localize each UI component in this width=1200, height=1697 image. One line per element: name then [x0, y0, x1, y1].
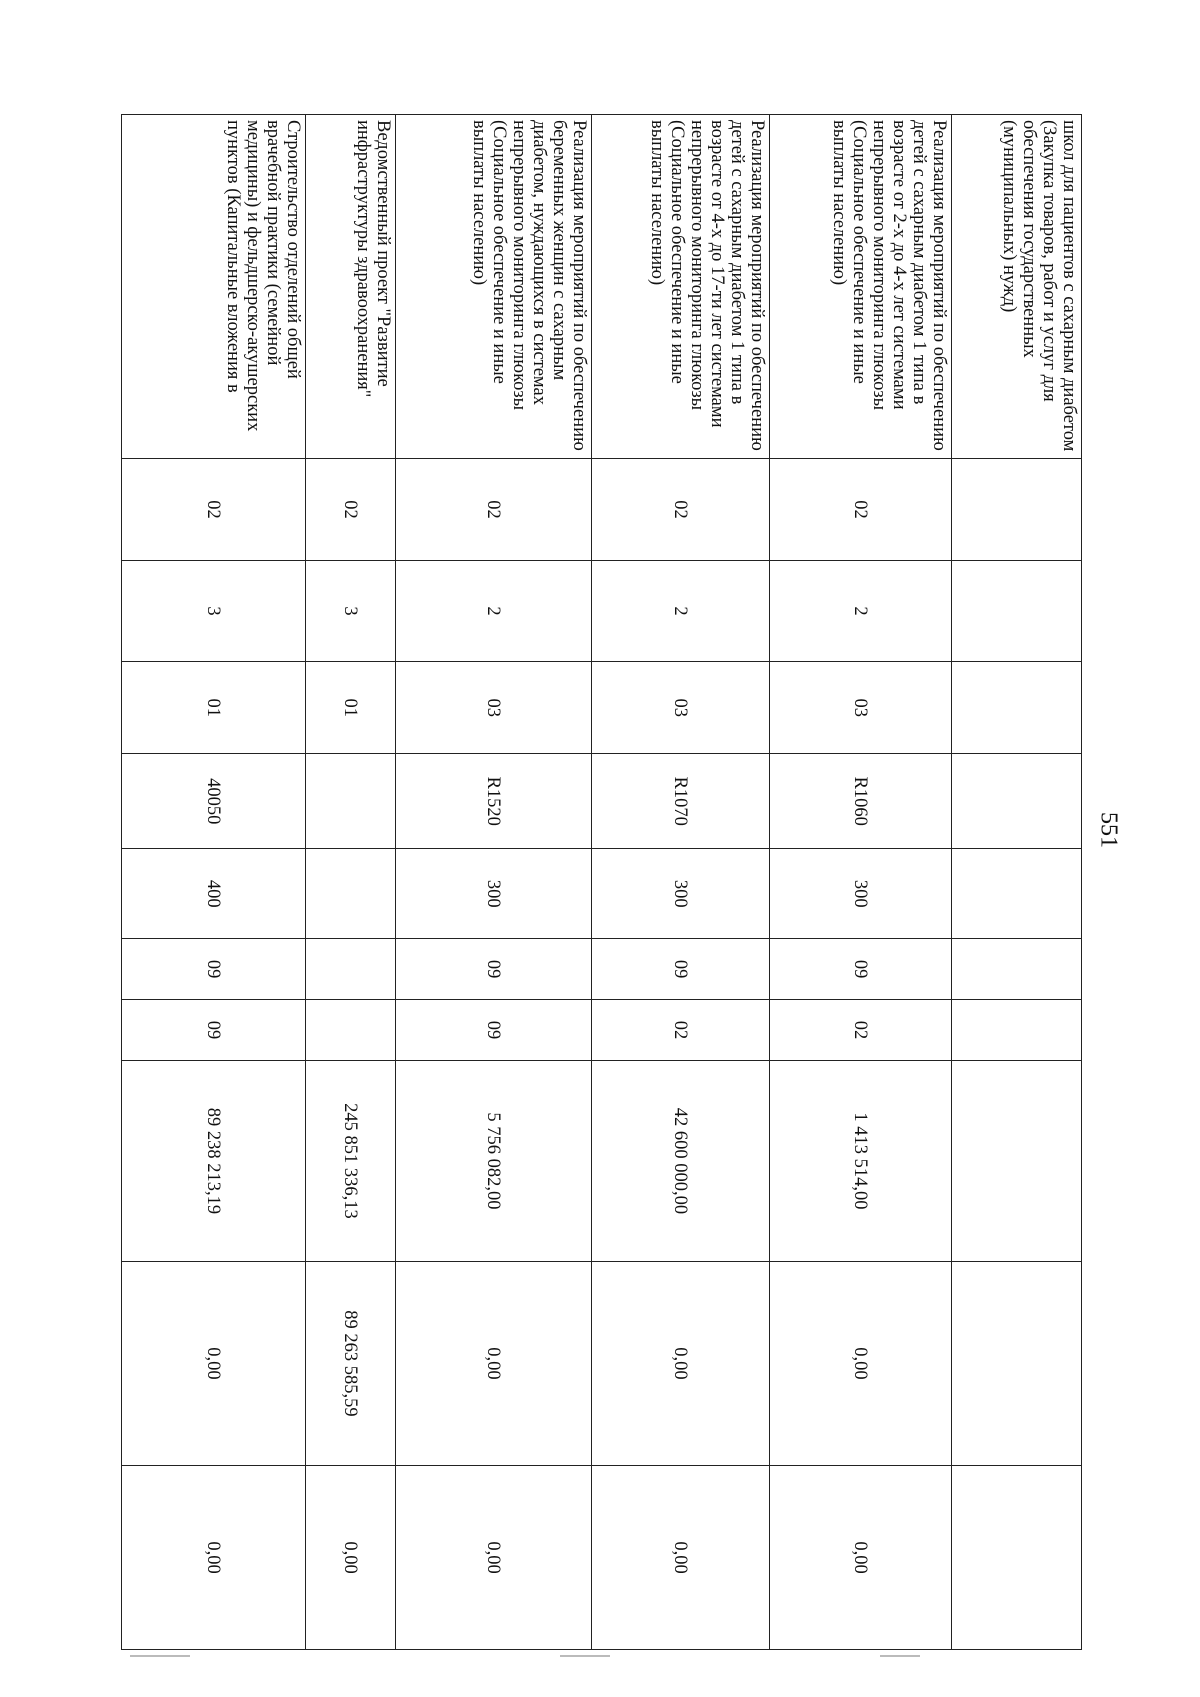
page-number: 551 [1095, 812, 1122, 848]
code-cell: 02 [770, 1000, 952, 1061]
code-cell [952, 560, 1082, 662]
amount-cell: 0,00 [306, 1466, 396, 1650]
code-cell [952, 754, 1082, 849]
code-cell: 01 [122, 662, 306, 754]
scan-artifact [880, 1655, 920, 1657]
table-row [770, 115, 952, 1650]
code-cell: 2 [592, 560, 770, 662]
code-cell: 300 [592, 849, 770, 939]
code-cell: 02 [306, 459, 396, 561]
amount-cell [952, 1060, 1082, 1261]
amount-cell: 0,00 [396, 1466, 592, 1650]
amount-cell: 89 263 585,59 [306, 1261, 396, 1465]
code-cell: 400 [122, 849, 306, 939]
code-cell: 02 [592, 459, 770, 561]
code-cell: R1520 [396, 754, 592, 849]
code-cell [306, 849, 396, 939]
amount-cell [952, 1466, 1082, 1650]
code-cell: 02 [396, 459, 592, 561]
table-row [592, 115, 770, 1650]
code-cell [952, 849, 1082, 939]
amount-cell: 0,00 [770, 1466, 952, 1650]
row-description: школ для пациентов с сахарным диабетом (Закупка товаров, работ и услуг для обеспечения государственных (муниципальных) нужд) [952, 115, 1082, 459]
amount-cell: 0,00 [592, 1261, 770, 1465]
amount-cell: 0,00 [122, 1466, 306, 1650]
code-cell: R1060 [770, 754, 952, 849]
code-cell [952, 459, 1082, 561]
code-cell: 09 [396, 1000, 592, 1061]
row-description: Строительство отделений общей врачебной практики (семейной медицины) и фельдшерско-акушерских пунктов (Капитальные вложения в [122, 115, 306, 459]
code-cell: 02 [122, 459, 306, 561]
code-cell: 3 [122, 560, 306, 662]
amount-cell: 0,00 [396, 1261, 592, 1465]
table-row [396, 115, 592, 1650]
code-cell: 300 [770, 849, 952, 939]
code-cell [306, 939, 396, 1000]
code-cell [952, 1000, 1082, 1061]
table-row [122, 115, 306, 1650]
code-cell: 3 [306, 560, 396, 662]
row-description: Реализация мероприятий по обеспечению детей с сахарным диабетом 1 типа в возрасте от 2-х до 4-х лет системами непрерывного мониторинга глюкозы (Социальное обеспечение и иные выплаты населению) [770, 115, 952, 459]
scan-artifact [130, 1655, 190, 1657]
amount-cell: 0,00 [592, 1466, 770, 1650]
code-cell [306, 754, 396, 849]
amount-cell: 42 600 000,00 [592, 1060, 770, 1261]
code-cell: 09 [396, 939, 592, 1000]
amount-cell: 1 413 514,00 [770, 1060, 952, 1261]
code-cell: 2 [396, 560, 592, 662]
table-row [306, 115, 396, 1650]
code-cell: 01 [306, 662, 396, 754]
amount-cell: 89 238 213,19 [122, 1060, 306, 1261]
code-cell: 03 [396, 662, 592, 754]
code-cell [306, 1000, 396, 1061]
code-cell: 02 [770, 459, 952, 561]
code-cell: 300 [396, 849, 592, 939]
amount-cell: 0,00 [770, 1261, 952, 1465]
budget-table [121, 114, 1082, 1650]
table-row [952, 115, 1082, 1650]
code-cell: 09 [122, 1000, 306, 1061]
code-cell: 03 [770, 662, 952, 754]
code-cell [952, 662, 1082, 754]
code-cell: 02 [592, 1000, 770, 1061]
code-cell: 40050 [122, 754, 306, 849]
amount-cell: 0,00 [122, 1261, 306, 1465]
row-description: Ведомственный проект "Развитие инфраструктуры здравоохранения" [306, 115, 396, 459]
row-description: Реализация мероприятий по обеспечению беременных женщин с сахарным диабетом, нуждающихся в системах непрерывного мониторинга глюкозы (Социальное обеспечение и иные выплаты населению) [396, 115, 592, 459]
amount-cell [952, 1261, 1082, 1465]
amount-cell: 245 851 336,13 [306, 1060, 396, 1261]
row-description: Реализация мероприятий по обеспечению детей с сахарным диабетом 1 типа в возрасте от 4-х до 17-ти лет системами непрерывного мониторинга глюкозы (Социальное обеспечение и иные выплаты населению) [592, 115, 770, 459]
code-cell: 2 [770, 560, 952, 662]
code-cell: 09 [122, 939, 306, 1000]
scan-artifact [560, 1655, 610, 1657]
code-cell [952, 939, 1082, 1000]
code-cell: 09 [770, 939, 952, 1000]
rotated-table-wrapper [122, 114, 1082, 1650]
code-cell: 09 [592, 939, 770, 1000]
amount-cell: 5 756 082,00 [396, 1060, 592, 1261]
code-cell: R1070 [592, 754, 770, 849]
code-cell: 03 [592, 662, 770, 754]
